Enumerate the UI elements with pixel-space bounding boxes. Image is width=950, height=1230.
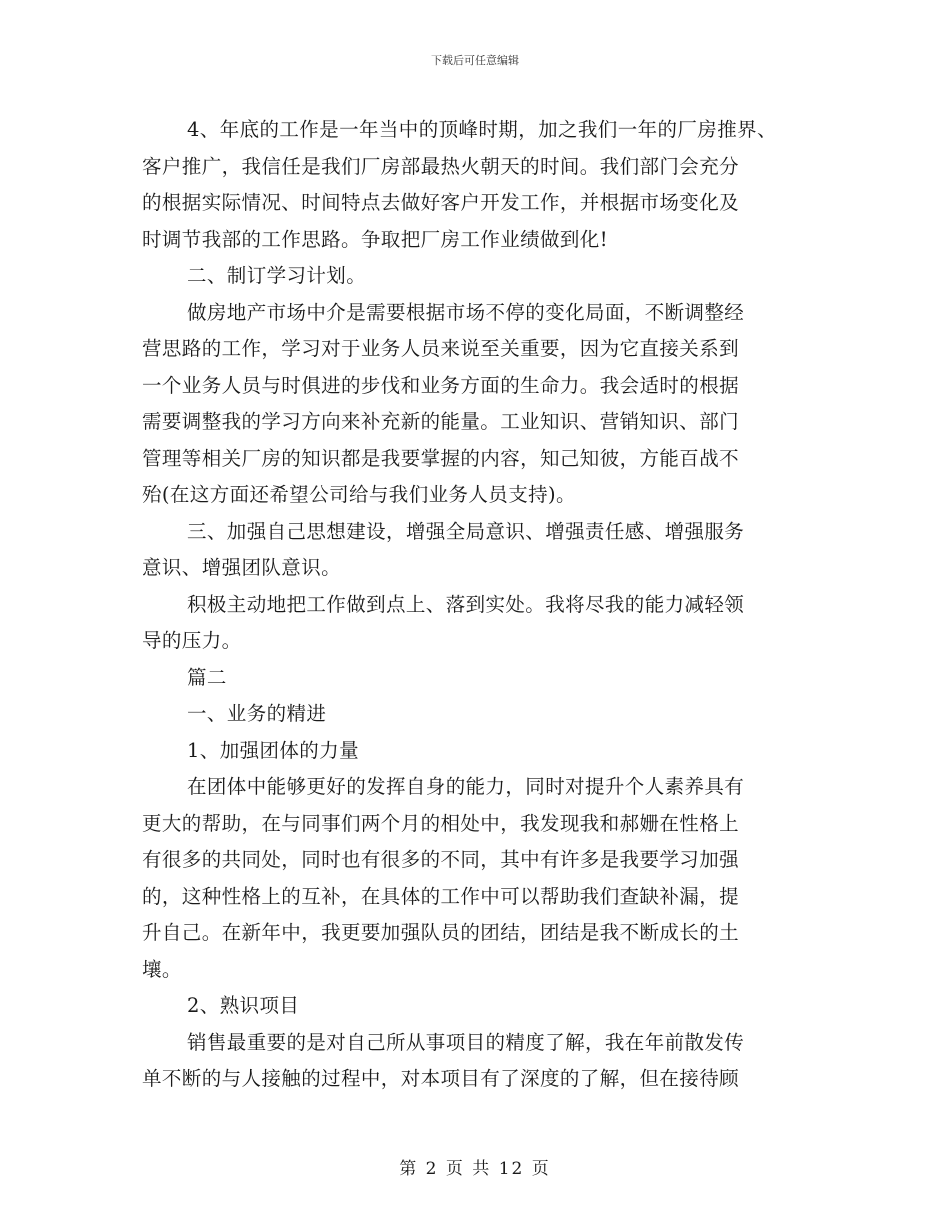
text-line: 营思路的工作，学习对于业务人员来说至关重要，因为它直接关系到: [142, 337, 740, 360]
document-body: [142, 112, 797, 1098]
section-heading: 三、加强自己思想建设，增强全局意识、增强责任感、增强服务: [187, 519, 745, 543]
text-line: 壤。: [142, 957, 182, 981]
text-line: 管理等相关厂房的知识都是我要掌握的内容，知己知彼，方能百战不: [142, 446, 740, 470]
text-line: 殆(在这方面还希望公司给与我们业务人员支持)。: [142, 483, 576, 506]
part-heading: 篇二: [187, 665, 227, 689]
text-line: 做房地产市场中介是需要根据市场不停的变化局面，不断调整经: [187, 300, 745, 324]
text-line: 销售最重要的是对自己所从事项目的精度了解，我在年前散发传: [187, 1030, 745, 1054]
text-line: 升自己。在新年中，我更要加强队员的团结，团结是我不断成长的土: [142, 921, 740, 944]
text-line: 意识、增强团队意识。: [142, 556, 342, 579]
text-line: 的根据实际情况、时间特点去做好客户开发工作，并根据市场变化及: [142, 191, 740, 214]
text-line: 需要调整我的学习方向来补充新的能量。工业知识、营销知识、部门: [142, 410, 740, 433]
text-line: 在团体中能够更好的发挥自身的能力，同时对提升个人素养具有: [187, 775, 745, 798]
text-line: 导的压力。: [142, 629, 242, 652]
text-line: 的，这种性格上的互补，在具体的工作中可以帮助我们查缺补漏，提: [142, 884, 740, 908]
text-line: 有很多的共同处，同时也有很多的不同，其中有许多是我要学习加强: [142, 848, 740, 871]
text-line: 单不断的与人接触的过程中，对本项目有了深度的了解，但在接待顾: [142, 1067, 740, 1090]
section-heading: 一、业务的精进: [187, 702, 327, 725]
text-line: 时调节我部的工作思路。争取把厂房工作业绩做到化!: [142, 227, 608, 251]
page-number-footer: 第 2 页 共 12 页: [399, 1159, 551, 1179]
section-heading: 二、制订学习计划。: [187, 264, 367, 287]
text-line: 客户推广，我信任是我们厂房部最热火朝天的时间。我们部门会充分: [142, 154, 740, 178]
text-line: 更大的帮助，在与同事们两个月的相处中，我发现我和郝姗在性格上: [142, 811, 740, 835]
subsection-heading: 2、熟识项目: [187, 994, 300, 1017]
text-line: 4、年底的工作是一年当中的顶峰时期，加之我们一年的厂房推界、: [187, 118, 777, 141]
text-line: 一个业务人员与时俱进的步伐和业务方面的生命力。我会适时的根据: [142, 373, 740, 397]
text-line: 积极主动地把工作做到点上、落到实处。我将尽我的能力减轻领: [187, 592, 745, 616]
subsection-heading: 1、加强团体的力量: [187, 738, 360, 762]
page-header: 下载后可任意编辑: [431, 54, 519, 67]
